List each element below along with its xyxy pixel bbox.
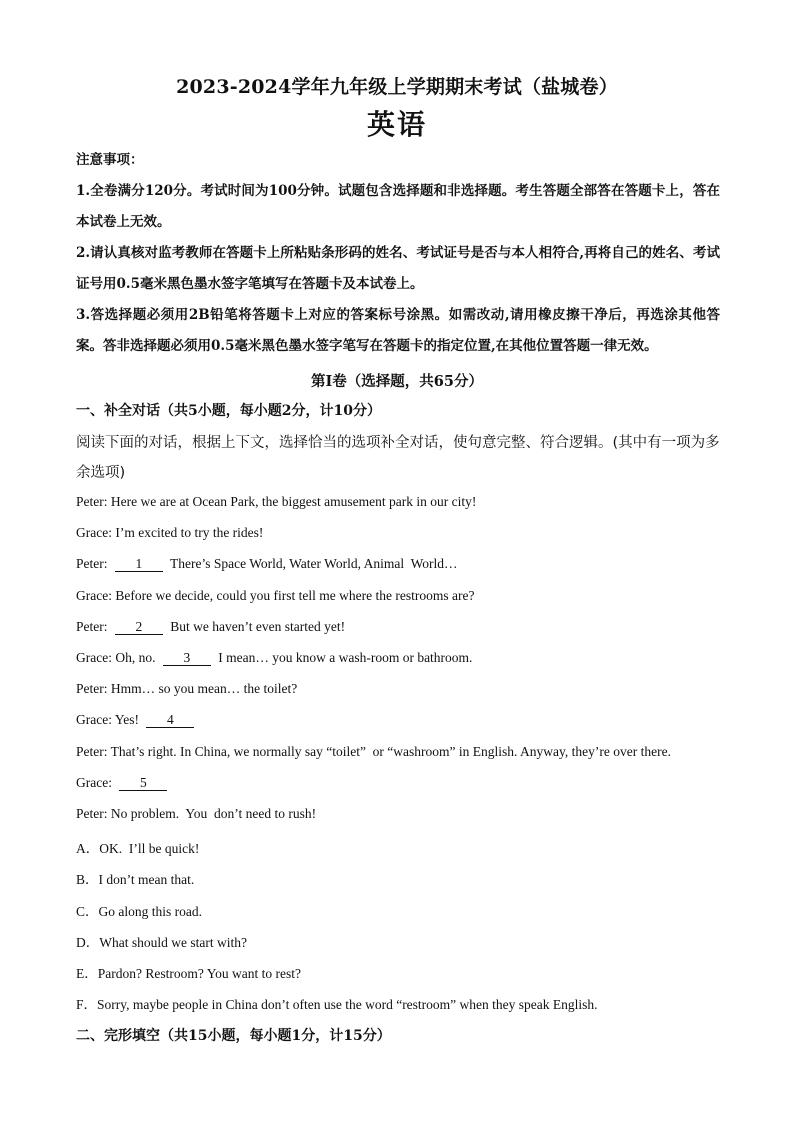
- dialogue-line: Peter: That’s right. In China, we normally say “toilet” or “washroom” in English. Anyway, they’re over there.: [76, 744, 671, 759]
- option-a: A．OK. I’ll be quick!: [76, 841, 200, 856]
- answer-blank: 1: [115, 557, 163, 572]
- dialogue-line: Grace: Oh, no. 3 I mean… you know a wash-room or bathroom.: [76, 650, 473, 665]
- dialogue-line: Peter: Hmm… so you mean… the toilet?: [76, 681, 298, 696]
- part2-heading: 二、完形填空（共15小题，每小题1分，计15分）: [76, 1028, 391, 1044]
- dialogue-line: Peter: 1 There’s Space World, Water World, Animal World…: [76, 556, 458, 571]
- answer-blank: 3: [163, 651, 211, 666]
- volume-title: 第Ⅰ卷（选择题，共65分）: [311, 373, 483, 390]
- dialogue-line: Grace: Before we decide, could you first tell me where the restrooms are?: [76, 588, 475, 603]
- answer-blank: 2: [115, 620, 163, 635]
- part1-heading: 一、补全对话（共5小题，每小题2分，计10分）: [76, 403, 381, 419]
- notes-heading: 注意事项：: [76, 152, 144, 168]
- notes-block: [76, 150, 720, 362]
- option-e: E．Pardon? Restroom? You want to rest?: [76, 966, 301, 981]
- exam-title: 2023-2024学年九年级上学期期末考试（盐城卷）: [176, 76, 618, 98]
- dialogue-line: Grace: 5: [76, 775, 736, 791]
- notes-item-3: 3.答选择题必须用2B铅笔将答题卡上对应的答案标号涂黑。如需改动,请用橡皮擦干净后，再选涂其他答案。答非选择题必须用0.5毫米黑色墨水签字笔写在答题卡的指定位置,在其他位置答题一律无效。: [76, 307, 720, 354]
- part1-instruction: 阅读下面的对话，根据上下文，选择恰当的选项补全对话，使句意完整、符合逻辑。(其中有一项为多余选项): [76, 435, 720, 481]
- answer-blank: 4: [146, 713, 194, 728]
- option-f: F．Sorry, maybe people in China don’t often use the word “restroom” when they speak English.: [76, 997, 598, 1012]
- dialogue-line: Peter: 2 But we haven’t even started yet!: [76, 619, 346, 634]
- dialogue-line: Peter: No problem. You don’t need to rush!: [76, 806, 317, 821]
- answer-blank: 5: [119, 776, 167, 791]
- notes-item-2: 2.请认真核对监考教师在答题卡上所粘贴条形码的姓名、考试证号是否与本人相符合,再将自己的姓名、考试证号用0.5毫米黑色墨水签字笔填写在答题卡及本试卷上。: [76, 245, 720, 292]
- option-c: C．Go along this road.: [76, 904, 202, 919]
- option-b: B．I don’t mean that.: [76, 872, 195, 887]
- dialogue-line: Grace: Yes! 4: [76, 712, 736, 728]
- notes-item-1: 1.全卷满分120分。考试时间为100分钟。试题包含选择题和非选择题。考生答题全部答在答题卡上，答在本试卷上无效。: [76, 183, 720, 230]
- subject-title: 英语: [366, 108, 427, 141]
- dialogue-line: Peter: Here we are at Ocean Park, the biggest amusement park in our city!: [76, 494, 477, 509]
- dialogue-line: Grace: I’m excited to try the rides!: [76, 525, 264, 540]
- option-d: D．What should we start with?: [76, 935, 247, 950]
